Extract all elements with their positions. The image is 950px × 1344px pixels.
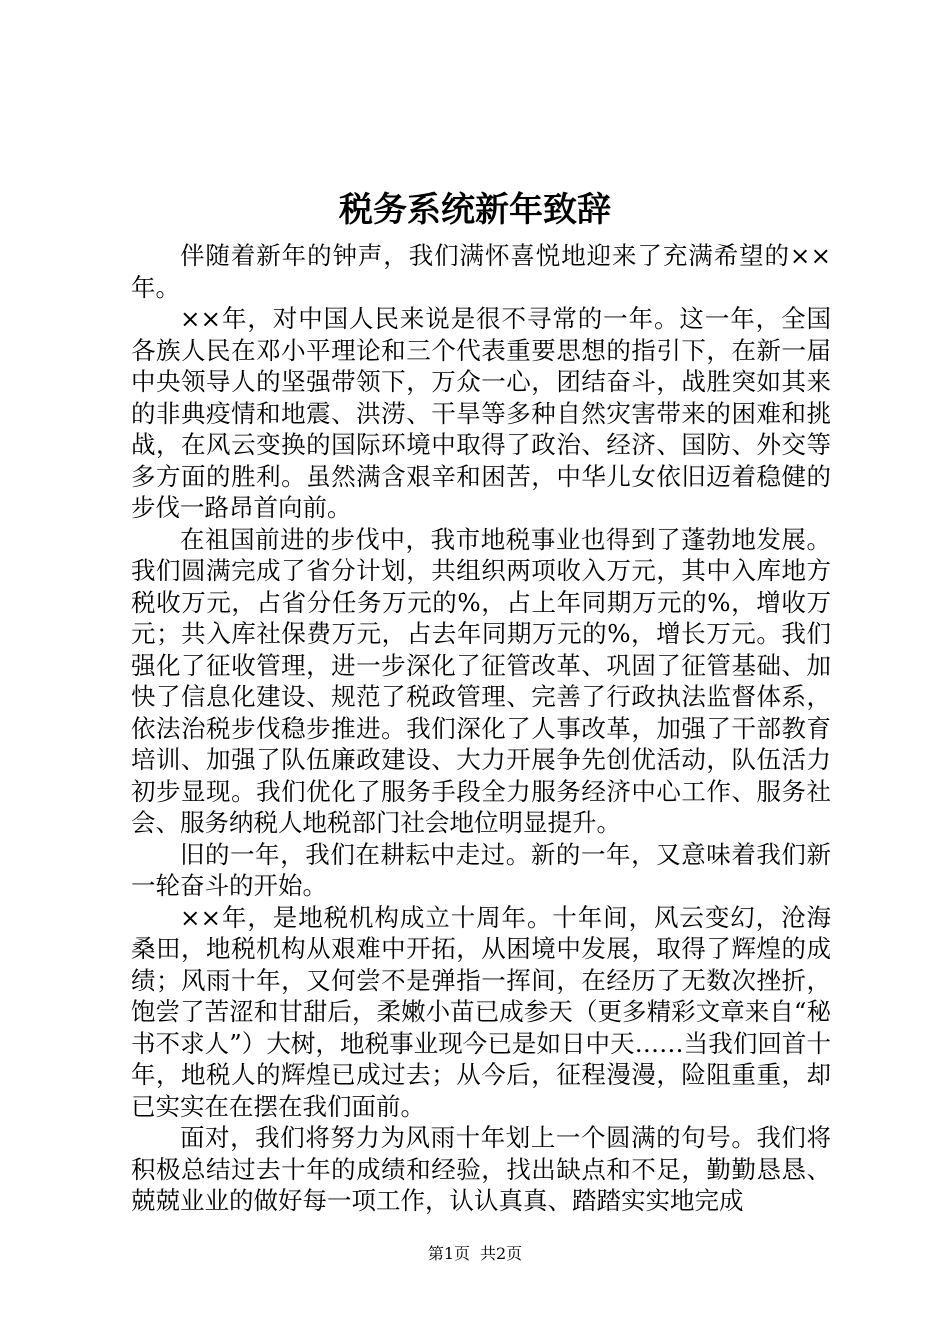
- paragraph: 旧的一年，我们在耕耘中走过。新的一年，又意味着我们新一轮奋斗的开始。: [131, 839, 831, 900]
- paragraph: ××年，对中国人民来说是很不寻常的一年。这一年，全国各族人民在邓小平理论和三个代表重要思想的指引下，在新一届中央领导人的坚强带领下，万众一心，团结奋斗，战胜突如其来的非典疫情和地震、洪涝、干旱等多种自然灾害带来的困难和挑战，在风云变换的国际环境中取得了政治、经济、国防、外交等多方面的胜利。虽然满含艰辛和困苦，中华儿女依旧迈着稳健的步伐一路昂首向前。: [131, 304, 831, 522]
- paragraph: 伴随着新年的钟声，我们满怀喜悦地迎来了充满希望的××年。: [131, 241, 831, 302]
- document-title: 税务系统新年致辞: [339, 190, 611, 230]
- page-footer: [0, 1244, 950, 1264]
- page-number: 第1页: [427, 1244, 470, 1263]
- paragraph: ××年，是地税机构成立十周年。十年间，风云变幻，沧海桑田，地税机构从艰难中开拓，从困境中发展，取得了辉煌的成绩；风雨十年，又何尝不是弹指一挥间，在经历了无数次挫折，饱尝了苦涩和甘甜后，柔嫩小苗已成参天（更多精彩文章来自“秘书不求人”）大树，地税事业现今已是如日中天……当我们回首十年，地税人的辉煌已成过去；从今后，征程漫漫，险阻重重，却已实实在在摆在我们面前。: [131, 902, 831, 1121]
- paragraph: 在祖国前进的步伐中，我市地税事业也得到了蓬勃地发展。我们圆满完成了省分计划，共组织两项收入万元，其中入库地方税收万元，占省分任务万元的%，占上年同期万元的%，增收万元；共入库社保费万元，占去年同期万元的%，增长万元。我们强化了征收管理，进一步深化了征管改革、巩固了征管基础、加快了信息化建设、规范了税政管理、完善了行政执法监督体系，依法治税步伐稳步推进。我们深化了人事改革，加强了干部教育培训、加强了队伍廉政建设、大力开展争先创优活动，队伍活力初步显现。我们优化了服务手段全力服务经济中心工作、服务社会、服务纳税人地税部门社会地位明显提升。: [131, 524, 831, 837]
- paragraph: 面对，我们将努力为风雨十年划上一个圆满的句号。我们将积极总结过去十年的成绩和经验，找出缺点和不足，勤勤恳恳、兢兢业业的做好每一项工作，认认真真、踏踏实实地完成: [131, 1123, 831, 1215]
- document-body: [131, 240, 831, 1217]
- page-total: 共2页: [480, 1244, 523, 1263]
